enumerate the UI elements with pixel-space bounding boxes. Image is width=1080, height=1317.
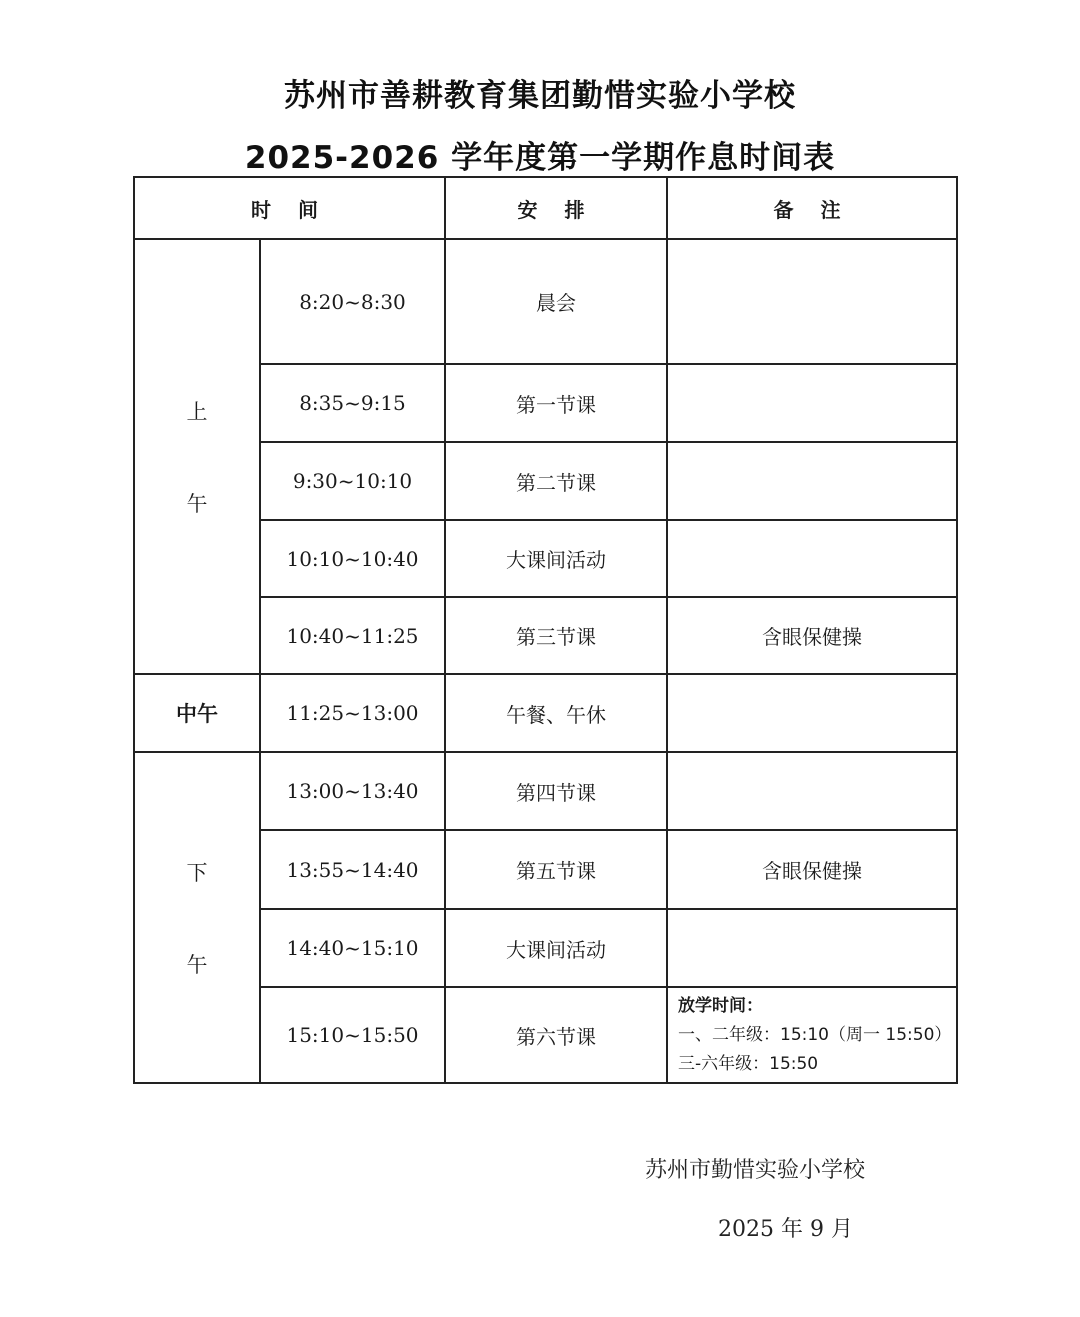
schedule-table <box>133 176 958 1084</box>
footer-date: 2025 年 9 月 <box>718 1217 853 1242</box>
footer-school-name: 苏州市勤惜实验小学校 <box>645 1158 866 1183</box>
time-cell: 8:20~8:30 <box>260 239 445 364</box>
note-cell <box>667 752 957 830</box>
table-row <box>134 674 957 752</box>
activity-cell: 第三节课 <box>445 597 667 674</box>
period-morning-label-bottom: 午 <box>186 491 208 516</box>
time-cell: 13:55~14:40 <box>260 830 445 909</box>
note-cell: 含眼保健操 <box>667 597 957 674</box>
activity-cell: 第二节课 <box>445 442 667 520</box>
table-row <box>134 752 957 830</box>
activity-cell: 第六节课 <box>445 987 667 1083</box>
time-cell: 8:35~9:15 <box>260 364 445 442</box>
period-afternoon <box>134 752 260 1083</box>
note-cell <box>667 364 957 442</box>
dismissal-note <box>667 987 957 1083</box>
time-cell: 9:30~10:10 <box>260 442 445 520</box>
schedule-title: 2025-2026 学年度第一学期作息时间表 <box>244 140 836 176</box>
activity-cell: 第四节课 <box>445 752 667 830</box>
activity-cell: 午餐、午休 <box>445 674 667 752</box>
note-cell: 含眼保健操 <box>667 830 957 909</box>
dismissal-note-line1: 一、二年级：15:10（周一 15:50） <box>678 1024 952 1045</box>
time-cell: 15:10~15:50 <box>260 987 445 1083</box>
note-cell <box>667 909 957 987</box>
column-header-time: 时 间 <box>134 177 445 239</box>
period-afternoon-label-bottom: 午 <box>186 952 208 977</box>
time-cell: 11:25~13:00 <box>260 674 445 752</box>
activity-cell: 大课间活动 <box>445 520 667 597</box>
activity-cell: 大课间活动 <box>445 909 667 987</box>
table-row <box>134 239 957 364</box>
school-title: 苏州市善耕教育集团勤惜实验小学校 <box>284 78 796 114</box>
time-cell: 13:00~13:40 <box>260 752 445 830</box>
note-cell <box>667 520 957 597</box>
activity-cell: 第五节课 <box>445 830 667 909</box>
period-morning-label-top: 上 <box>186 399 208 424</box>
activity-cell: 第一节课 <box>445 364 667 442</box>
time-cell: 14:40~15:10 <box>260 909 445 987</box>
column-header-note: 备 注 <box>667 177 957 239</box>
dismissal-note-title: 放学时间： <box>678 995 763 1016</box>
time-cell: 10:10~10:40 <box>260 520 445 597</box>
note-cell <box>667 674 957 752</box>
note-cell <box>667 442 957 520</box>
activity-cell: 晨会 <box>445 239 667 364</box>
column-header-activity: 安 排 <box>445 177 667 239</box>
period-afternoon-label-top: 下 <box>186 860 208 885</box>
note-cell <box>667 239 957 364</box>
table-header-row <box>134 177 957 239</box>
time-cell: 10:40~11:25 <box>260 597 445 674</box>
dismissal-note-line2: 三-六年级：15:50 <box>678 1053 819 1074</box>
period-morning <box>134 239 260 674</box>
period-noon: 中午 <box>134 674 260 752</box>
